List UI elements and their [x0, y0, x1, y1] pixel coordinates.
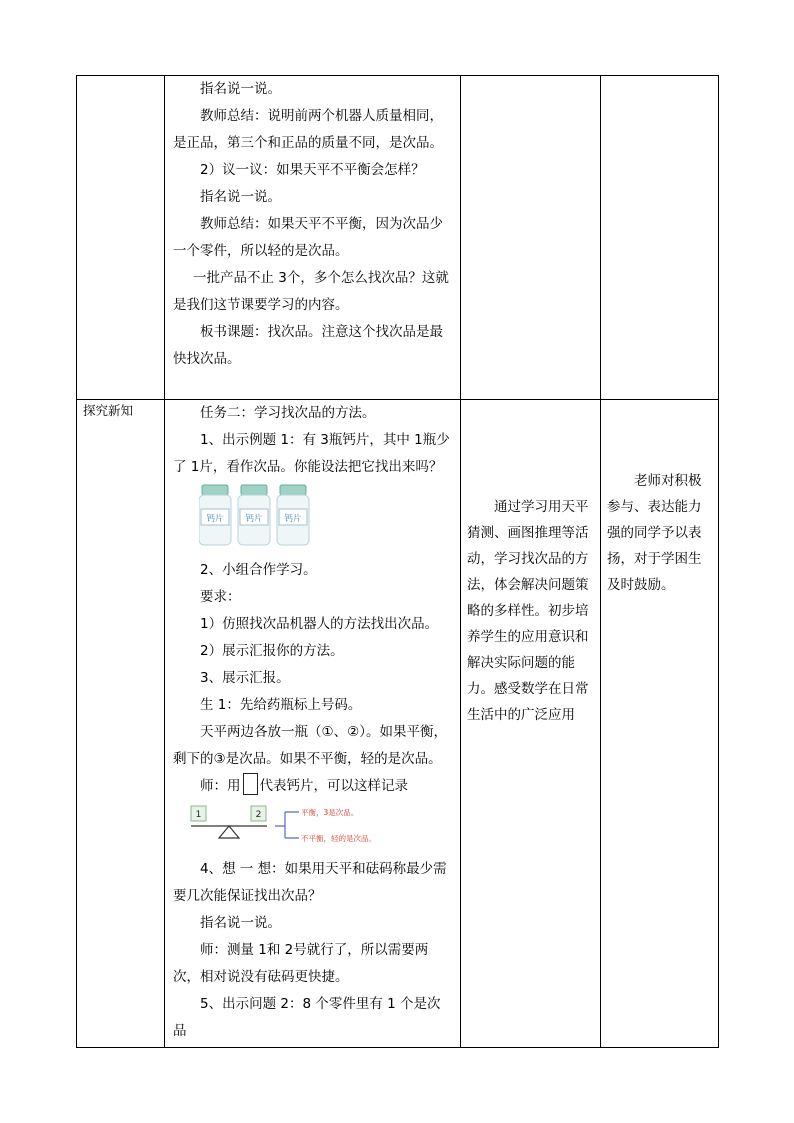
balance-scale-diagram: [189, 802, 409, 852]
bottle-label: 钙片: [245, 514, 263, 524]
paragraph: 生 1：先给药瓶标上号码。: [200, 697, 362, 713]
right-pan-number: 2: [255, 810, 262, 820]
bottle-icon: [238, 485, 270, 545]
evaluation-cell: [601, 76, 719, 400]
lesson-plan-table: [76, 75, 719, 1048]
paragraph: 教师总结：说明前两个机器人质量相同，是正品，第三个和正品的质量不同，是次品。: [173, 108, 443, 151]
paragraph: 师：测量 1和 2号就行了，所以需要两次，相对说没有砝码更快捷。: [173, 942, 429, 985]
paragraph: 一批产品不止 3个，多个怎么找次品？这就是我们这节课要学习的内容。: [173, 270, 449, 313]
stage-cell: [77, 400, 165, 1048]
paragraph: 1）仿照找次品机器人的方法找出次品。: [200, 616, 439, 632]
paragraph: 1、出示例题 1：有 3瓶钙片，其中 1瓶少了 1片，看作次品。你能设法把它找出来吗？: [173, 432, 450, 475]
process-cell: [165, 76, 461, 400]
paragraph: 4、想 一 想：如果用天平和砝码称最少需要几次能保证找出次品？: [173, 861, 447, 904]
bottle-icon: [277, 485, 309, 545]
evaluation-text: 老师对积极参与、表达能力强的同学予以表扬，对于学困生及时鼓励。: [607, 473, 702, 593]
left-pan-number: 1: [195, 810, 202, 820]
paragraph: 2）展示汇报你的方法。: [200, 643, 344, 659]
table-row: [77, 76, 719, 400]
bottle-label: 钙片: [284, 514, 302, 524]
record-text: 师：用: [200, 778, 241, 794]
box-symbol: [243, 773, 258, 795]
paragraph: 要求：: [200, 589, 241, 605]
paragraph: 天平两边各放一瓶（①、②）。如果平衡，剩下的③是次品。如果不平衡，轻的是次品。: [173, 724, 447, 767]
paragraph: 任务二：学习找次品的方法。: [200, 405, 376, 421]
paragraph: 指名说一说。: [200, 189, 281, 205]
paragraph: 指名说一说。: [200, 915, 281, 931]
unbalanced-result: 不平衡，轻的是次品。: [301, 834, 376, 843]
stage-label: 探究新知: [83, 403, 134, 418]
evaluation-cell: [601, 400, 719, 1048]
paragraph: 指名说一说。: [200, 81, 281, 97]
calcium-bottles-illustration: [199, 483, 319, 549]
intent-cell: [461, 400, 601, 1048]
design-intent-text: 通过学习用天平猜测、画图推理等活动，学习找次品的方法，体会解决问题策略的多样性。初步培养学生的应用意识和解决实际问题的能力。感受数学在日常生活中的广泛应用: [467, 499, 589, 723]
paragraph: 2）议一议：如果天平不平衡会怎样？: [200, 162, 425, 178]
stage-cell: [77, 76, 165, 400]
bottle-label: 钙片: [206, 514, 224, 524]
paragraph: 5、出示问题 2：8 个零件里有 1 个是次品: [173, 996, 441, 1039]
paragraph: 板书课题：找次品。注意这个找次品是最快找次品。: [173, 324, 443, 367]
process-cell: [165, 400, 461, 1048]
scale-fulcrum: [219, 826, 239, 838]
record-text: 代表钙片，可以这样记录: [259, 778, 408, 794]
stage-label: [77, 76, 164, 80]
table-row: [77, 400, 719, 1048]
bottle-icon: [199, 485, 231, 545]
balanced-result: 平衡，3是次品。: [301, 808, 359, 817]
intent-cell: [461, 76, 601, 400]
paragraph: 教师总结：如果天平不平衡，因为次品少一个零件，所以轻的是次品。: [173, 216, 443, 259]
branch-bracket: [275, 812, 299, 838]
paragraph: 2、小组合作学习。: [200, 562, 317, 578]
record-line: [165, 773, 460, 800]
paragraph: 3、展示汇报。: [200, 670, 290, 686]
